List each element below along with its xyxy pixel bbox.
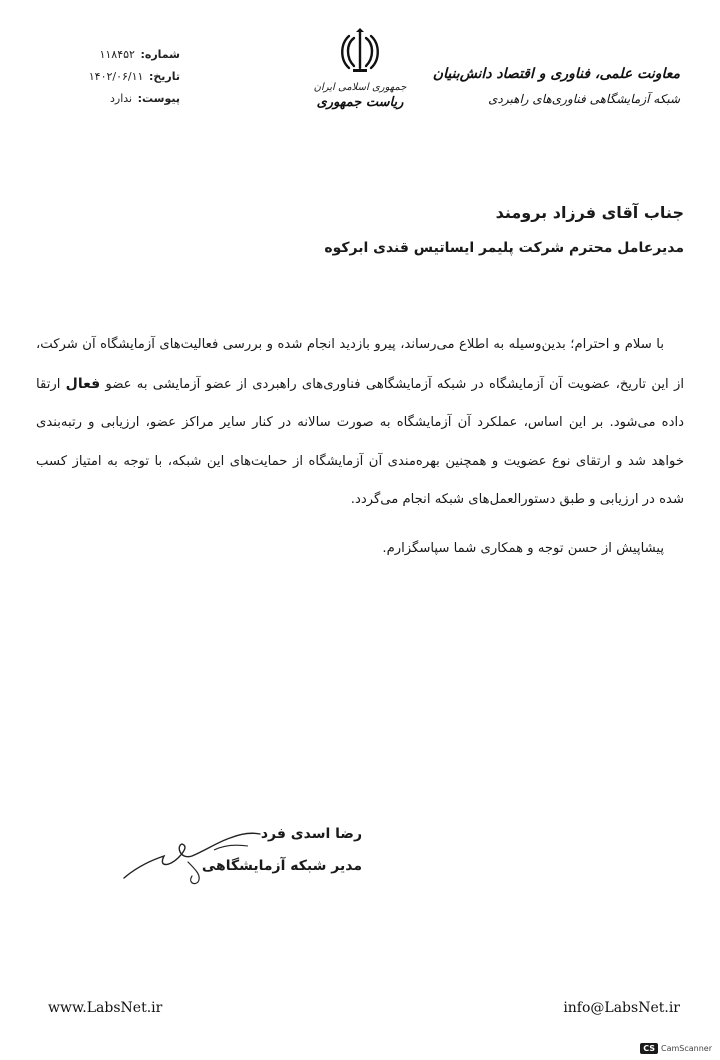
body-text-before: با سلام و احترام؛ بدین‌وسیله به اطلاع می‌رساند، پیرو بازدید انجام شده و بررسی فعالیت‌های آزمایشگاه آن شرکت، از این تاریخ، عضویت آن آزمایشگاه در شبکه آزمایشگاهی فناوری‌های راهبردی از عضو آزمایشی به عضو xyxy=(36,337,685,392)
recipient-name: جناب آقای فرزاد برومند xyxy=(495,203,684,222)
iran-emblem-icon xyxy=(340,28,380,74)
organization-header xyxy=(420,66,680,106)
camscanner-badge: CS xyxy=(640,1043,658,1054)
body-closing: پیشاپیش از حسن توجه و همکاری شما سپاسگزارم. xyxy=(382,540,664,556)
iran-emblem xyxy=(300,28,420,110)
letter-date-value: ۱۴۰۲/۰۶/۱۱ xyxy=(88,70,144,83)
letter-meta xyxy=(70,44,180,110)
organization-network: شبکه آزمایشگاهی فناوری‌های راهبردی xyxy=(488,92,680,106)
letter-number-value: ۱۱۸۴۵۲ xyxy=(99,48,135,61)
recipient-title: مدیرعامل محترم شرکت پلیمر ایساتیس قندی ابرکوه xyxy=(324,240,684,256)
letter-number-label: شماره: xyxy=(140,48,180,61)
body-paragraph xyxy=(36,326,684,520)
emblem-country-text: جمهوری اسلامی ایران xyxy=(313,82,407,93)
letter-date-row xyxy=(70,66,180,88)
signature-block xyxy=(122,826,362,874)
body-emphasis-active: فعال xyxy=(65,375,101,392)
emblem-office-text: ریاست جمهوری xyxy=(316,95,404,110)
letter-attachment-value: ندارد xyxy=(110,92,133,105)
camscanner-watermark xyxy=(640,1043,712,1054)
letter-number-row xyxy=(70,44,180,66)
handwritten-signature xyxy=(118,816,268,896)
letter-attachment-row xyxy=(70,88,180,110)
letter-body xyxy=(36,326,684,568)
organization-deputy: معاونت علمی، فناوری و اقتصاد دانش‌بنیان xyxy=(432,66,680,82)
camscanner-label: CamScanner xyxy=(660,1044,712,1053)
signer-role: مدیر شبکه آزمایشگاهی xyxy=(201,858,362,874)
letter-attachment-label: پیوست: xyxy=(137,92,180,105)
recipient-block xyxy=(84,203,684,256)
body-text-after: ارتقا داده می‌شود. بر این اساس، عملکرد آن آزمایشگاه به صورت سالانه در کنار سایر مراکز عضو، ارزیابی و رتبه‌بندی خواهد شد و ارتقای نوع عضویت و همچنین بهره‌مندی آن آزمایشگاه از حمایت‌های این شبکه، با توجه به امتیاز کسب شده در ارزیابی و طبق دستورالعمل‌های شبکه انجام می‌گردد. xyxy=(36,376,684,507)
footer-email: info@LabsNet.ir xyxy=(563,1000,680,1016)
signer-name: رضا اسدی فرد xyxy=(260,826,362,842)
letter-date-label: تاریخ: xyxy=(148,70,180,83)
footer-website: www.LabsNet.ir xyxy=(48,1000,163,1016)
